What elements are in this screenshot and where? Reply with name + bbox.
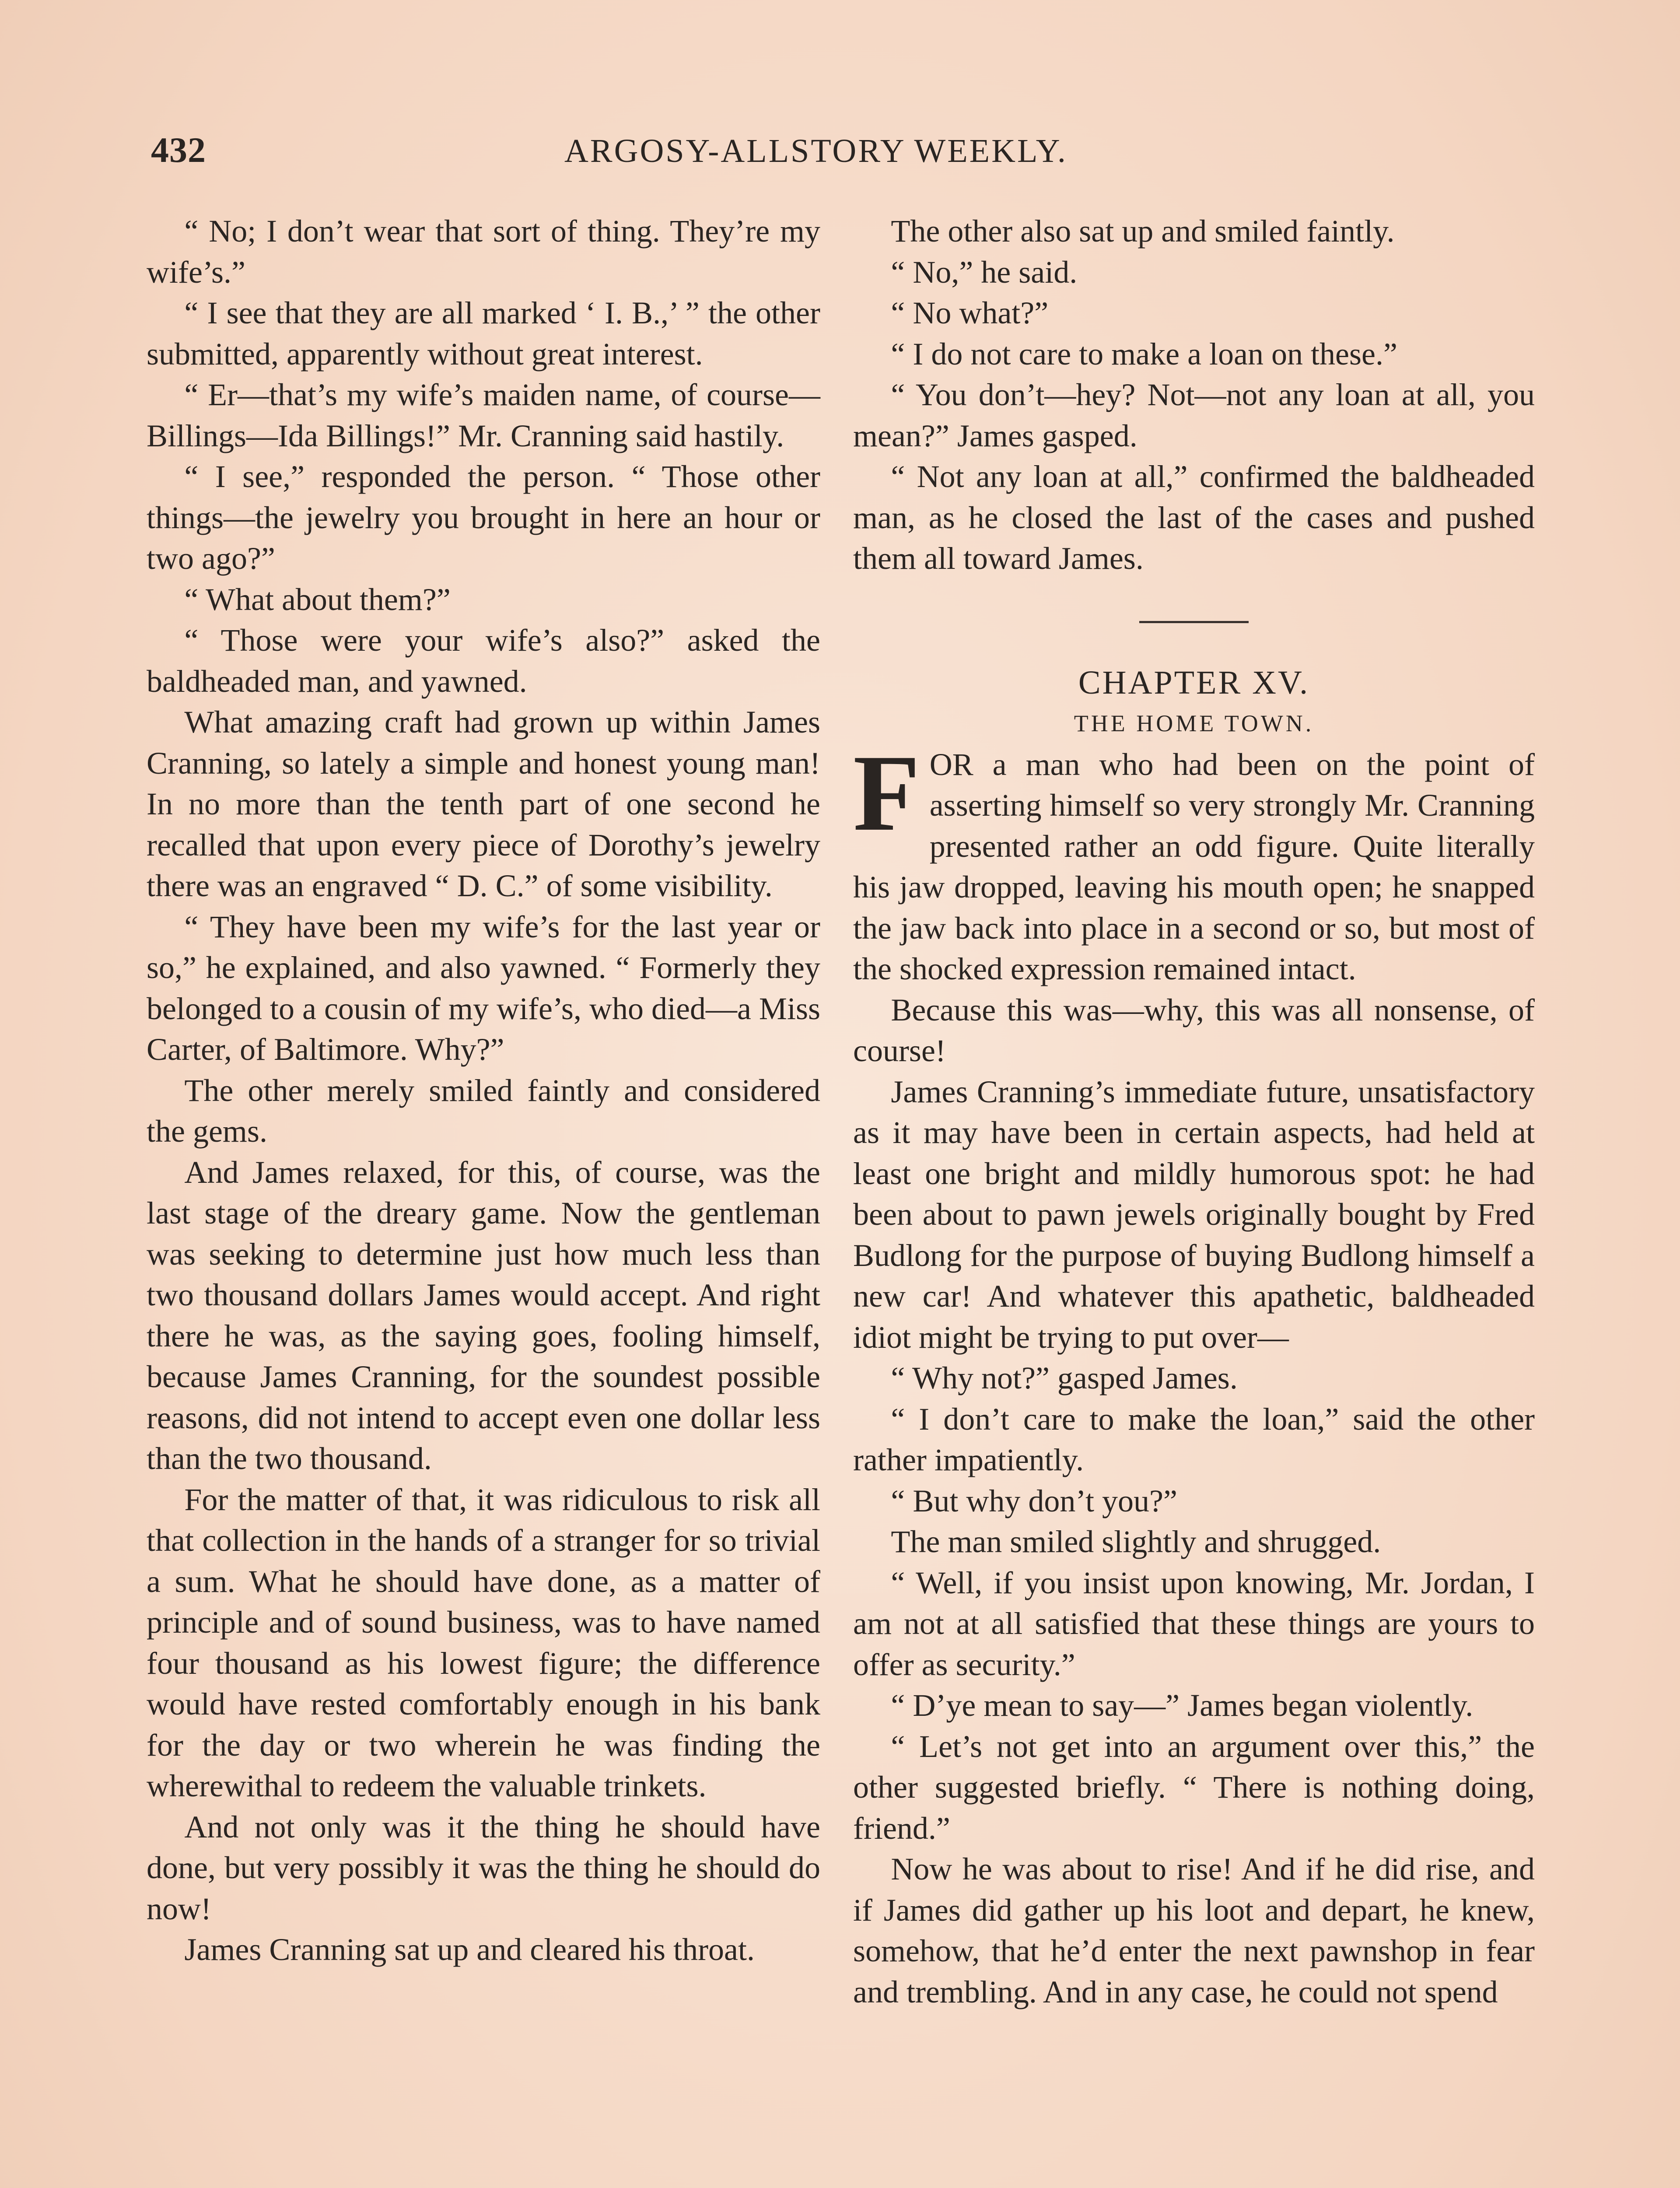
paragraph: Because this was—why, this was all nonsense, of course! bbox=[853, 992, 1535, 1068]
paragraph: “ D’ye mean to say—” James began violently. bbox=[891, 1688, 1474, 1723]
section-divider bbox=[1139, 621, 1249, 623]
right-column bbox=[853, 211, 1535, 2013]
paragraph: And James relaxed, for this, of course, was the last stage of the dreary game. Now the gentleman was seeking to determine just how much less than two thousand dollars James would accept. And right there he was, as the saying goes, fooling himself, because James Cranning, for the soundest possible reasons, did not intend to accept even one dollar less than the two thousand. bbox=[147, 1154, 820, 1476]
page-number: 432 bbox=[151, 130, 206, 170]
paragraph: “ Let’s not get into an argument over this,” the other suggested briefly. “ There is nothing doing, friend.” bbox=[853, 1729, 1535, 1846]
paragraph: For the matter of that, it was ridiculous to risk all that collection in the hands of a stranger for so trivial a sum. What he should have done, as a matter of principle and of sound business, was to have named four thousand as his lowest figure; the difference would have rested comfortably enough in his bank for the day or two wherein he was finding the wherewithal to redeem the valuable trinkets. bbox=[147, 1482, 820, 1803]
paragraph: “ Er—that’s my wife’s maiden name, of course—Billings—Ida Billings!” Mr. Cranning said hastily. bbox=[147, 377, 820, 453]
paragraph: “ Why not?” gasped James. bbox=[891, 1360, 1238, 1396]
running-head: ARGOSY-ALLSTORY WEEKLY. bbox=[564, 133, 1068, 169]
paragraph: James Cranning sat up and cleared his throat. bbox=[184, 1932, 755, 1967]
paragraph: “ Not any loan at all,” confirmed the baldheaded man, as he closed the last of the cases and pushed them all toward James. bbox=[853, 459, 1535, 576]
paragraph: “ Those were your wife’s also?” asked the baldheaded man, and yawned. bbox=[147, 623, 820, 699]
paragraph: “ They have been my wife’s for the last year or so,” he explained, and also yawned. “ Formerly they belonged to a cousin of my wife’s, who died—a Miss Carter, of Baltimore. Why?” bbox=[147, 909, 820, 1067]
paragraph: “ I do not care to make a loan on these.” bbox=[891, 336, 1397, 372]
paragraph: Now he was about to rise! And if he did rise, and if James did gather up his loot and depart, he knew, somehow, that he’d enter the next pawnshop in fear and trembling. And in any case, he could not spend bbox=[853, 1851, 1535, 2009]
paragraph: The other also sat up and smiled faintly. bbox=[891, 214, 1395, 249]
paragraph: “ I see,” responded the person. “ Those other things—the jewelry you brought in here an hour or two ago?” bbox=[147, 459, 820, 576]
chapter-title: CHAPTER XV. bbox=[1078, 664, 1310, 701]
paragraph: “ No what?” bbox=[891, 295, 1049, 330]
paragraph: “ You don’t—hey? Not—not any loan at all, you mean?” James gasped. bbox=[853, 377, 1535, 453]
paragraph: “ Well, if you insist upon knowing, Mr. Jordan, I am not at all satisfied that these things are yours to offer as security.” bbox=[853, 1565, 1535, 1682]
paragraph: “ I see that they are all marked ‘ I. B.,’ ” the other submitted, apparently without great interest. bbox=[147, 295, 820, 372]
paragraph: “ What about them?” bbox=[184, 582, 451, 617]
paragraph: And not only was it the thing he should have done, but very possibly it was the thing he should do now! bbox=[147, 1809, 820, 1926]
paragraph: The man smiled slightly and shrugged. bbox=[891, 1524, 1381, 1559]
left-column bbox=[147, 211, 820, 1971]
paragraph: “ No,” he said. bbox=[891, 254, 1078, 290]
paragraph: James Cranning’s immediate future, unsatisfactory as it may have been in certain aspects, had held at least one bright and mildly humorous spot: he had been about to pawn jewels originally bought by Fred Budlong for the purpose of buying Budlong himself a new car! And whatever this apathetic, baldheaded idiot might be trying to put over— bbox=[853, 1074, 1535, 1355]
paragraph: The other merely smiled faintly and considered the gems. bbox=[147, 1073, 820, 1149]
paragraph: “ No; I don’t wear that sort of thing. They’re my wife’s.” bbox=[147, 214, 820, 290]
paragraph: “ I don’t care to make the loan,” said the other rather impatiently. bbox=[853, 1401, 1535, 1477]
paragraph: What amazing craft had grown up within James Cranning, so lately a simple and honest young man! In no more than the tenth part of one second he recalled that upon every piece of Dorothy’s jewelry there was an engraved “ D. C.” of some visibility. bbox=[147, 705, 820, 903]
chapter-opening-text: OR a man who had been on the point of asserting himself so very strongly Mr. Cranning presented rather an odd figure. Quite literally his jaw dropped, leaving his mouth open; he snapped the jaw back into place in a second or so, but most of the shocked expression remained intact. bbox=[853, 747, 1535, 986]
drop-cap: F bbox=[853, 732, 920, 854]
chapter-opening-paragraph bbox=[853, 732, 1535, 990]
chapter-subtitle: THE HOME TOWN. bbox=[1074, 710, 1314, 736]
paragraph: “ But why don’t you?” bbox=[891, 1483, 1177, 1518]
